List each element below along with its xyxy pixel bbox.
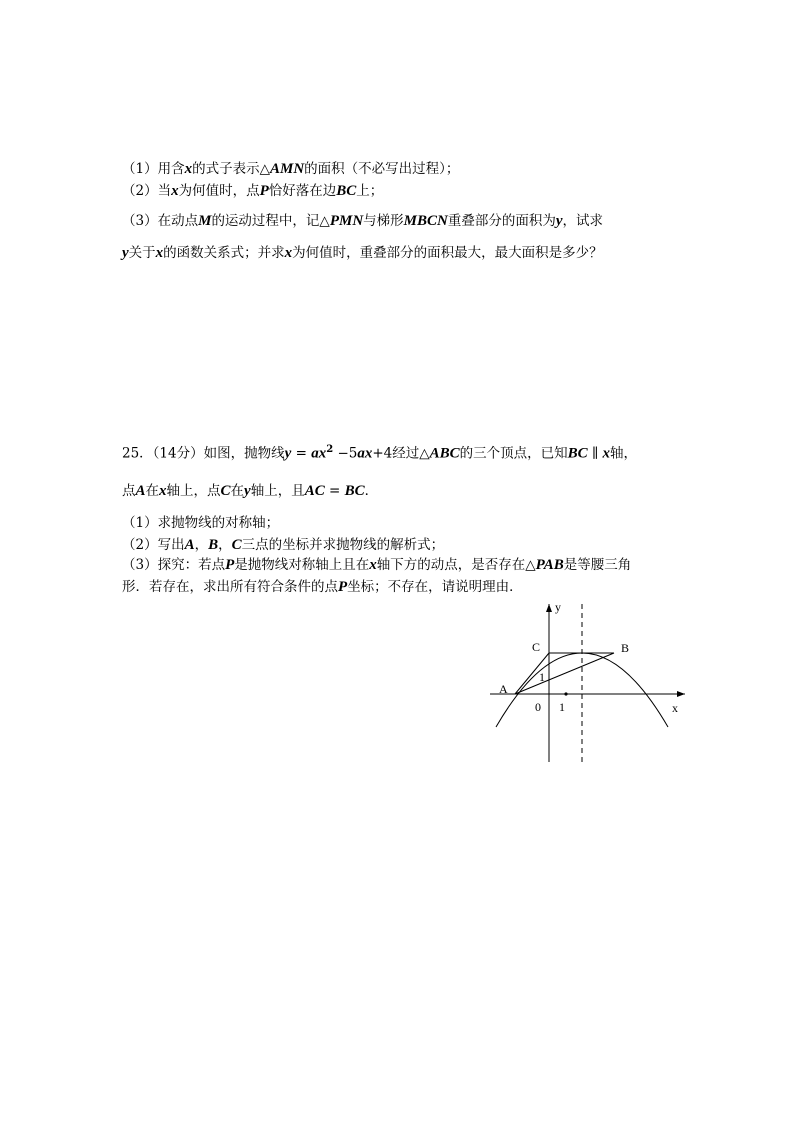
q24-part3a: （3）在动点M的运动过程中，记△PMN与梯形MBCN重叠部分的面积为y，试求	[122, 213, 604, 229]
q25-part3b: 形．若存在，求出所有符合条件的点P坐标；不存在，请说明理由．	[122, 579, 523, 595]
q25-part1: （1）求抛物线的对称轴；	[122, 515, 280, 531]
segment-ab	[515, 653, 614, 694]
q24-part3b: y关于x的函数关系式；并求x为何值时，重叠部分的面积最大，最大面积是多少？	[122, 245, 603, 261]
label-tick-x: 1	[559, 700, 565, 714]
label-tick-y: 1	[539, 670, 545, 684]
x-axis-arrow	[677, 691, 685, 697]
y-axis-arrow	[546, 604, 552, 612]
label-c: C	[532, 640, 541, 654]
label-x: x	[672, 701, 678, 715]
q24-part2: （2）当x为何值时，点P恰好落在边BC上；	[122, 183, 384, 199]
label-origin: 0	[535, 700, 541, 714]
label-a: A	[499, 682, 508, 696]
label-b: B	[621, 641, 630, 655]
q24-part1: （1）用含x的式子表示△AMN的面积（不必写出过程）；	[122, 161, 460, 177]
tick-x-1	[564, 692, 567, 695]
q25-part3a: （3）探究：若点P是抛物线对称轴上且在x轴下方的动点，是否存在△PAB是等腰三角	[122, 557, 632, 573]
q25-head2: 点A在x轴上，点C在y轴上，且AC = BC．	[122, 483, 379, 499]
parabola-figure	[490, 598, 690, 768]
q25-part2: （2）写出A，B，C三点的坐标并求抛物线的解析式；	[122, 537, 445, 553]
label-y: y	[555, 600, 561, 614]
q25-head: 25．（14分）如图，抛物线$y = ax^2 -5ax+4$经过△ABC的三个顶点，已知BC ∥ x轴，	[122, 444, 638, 462]
